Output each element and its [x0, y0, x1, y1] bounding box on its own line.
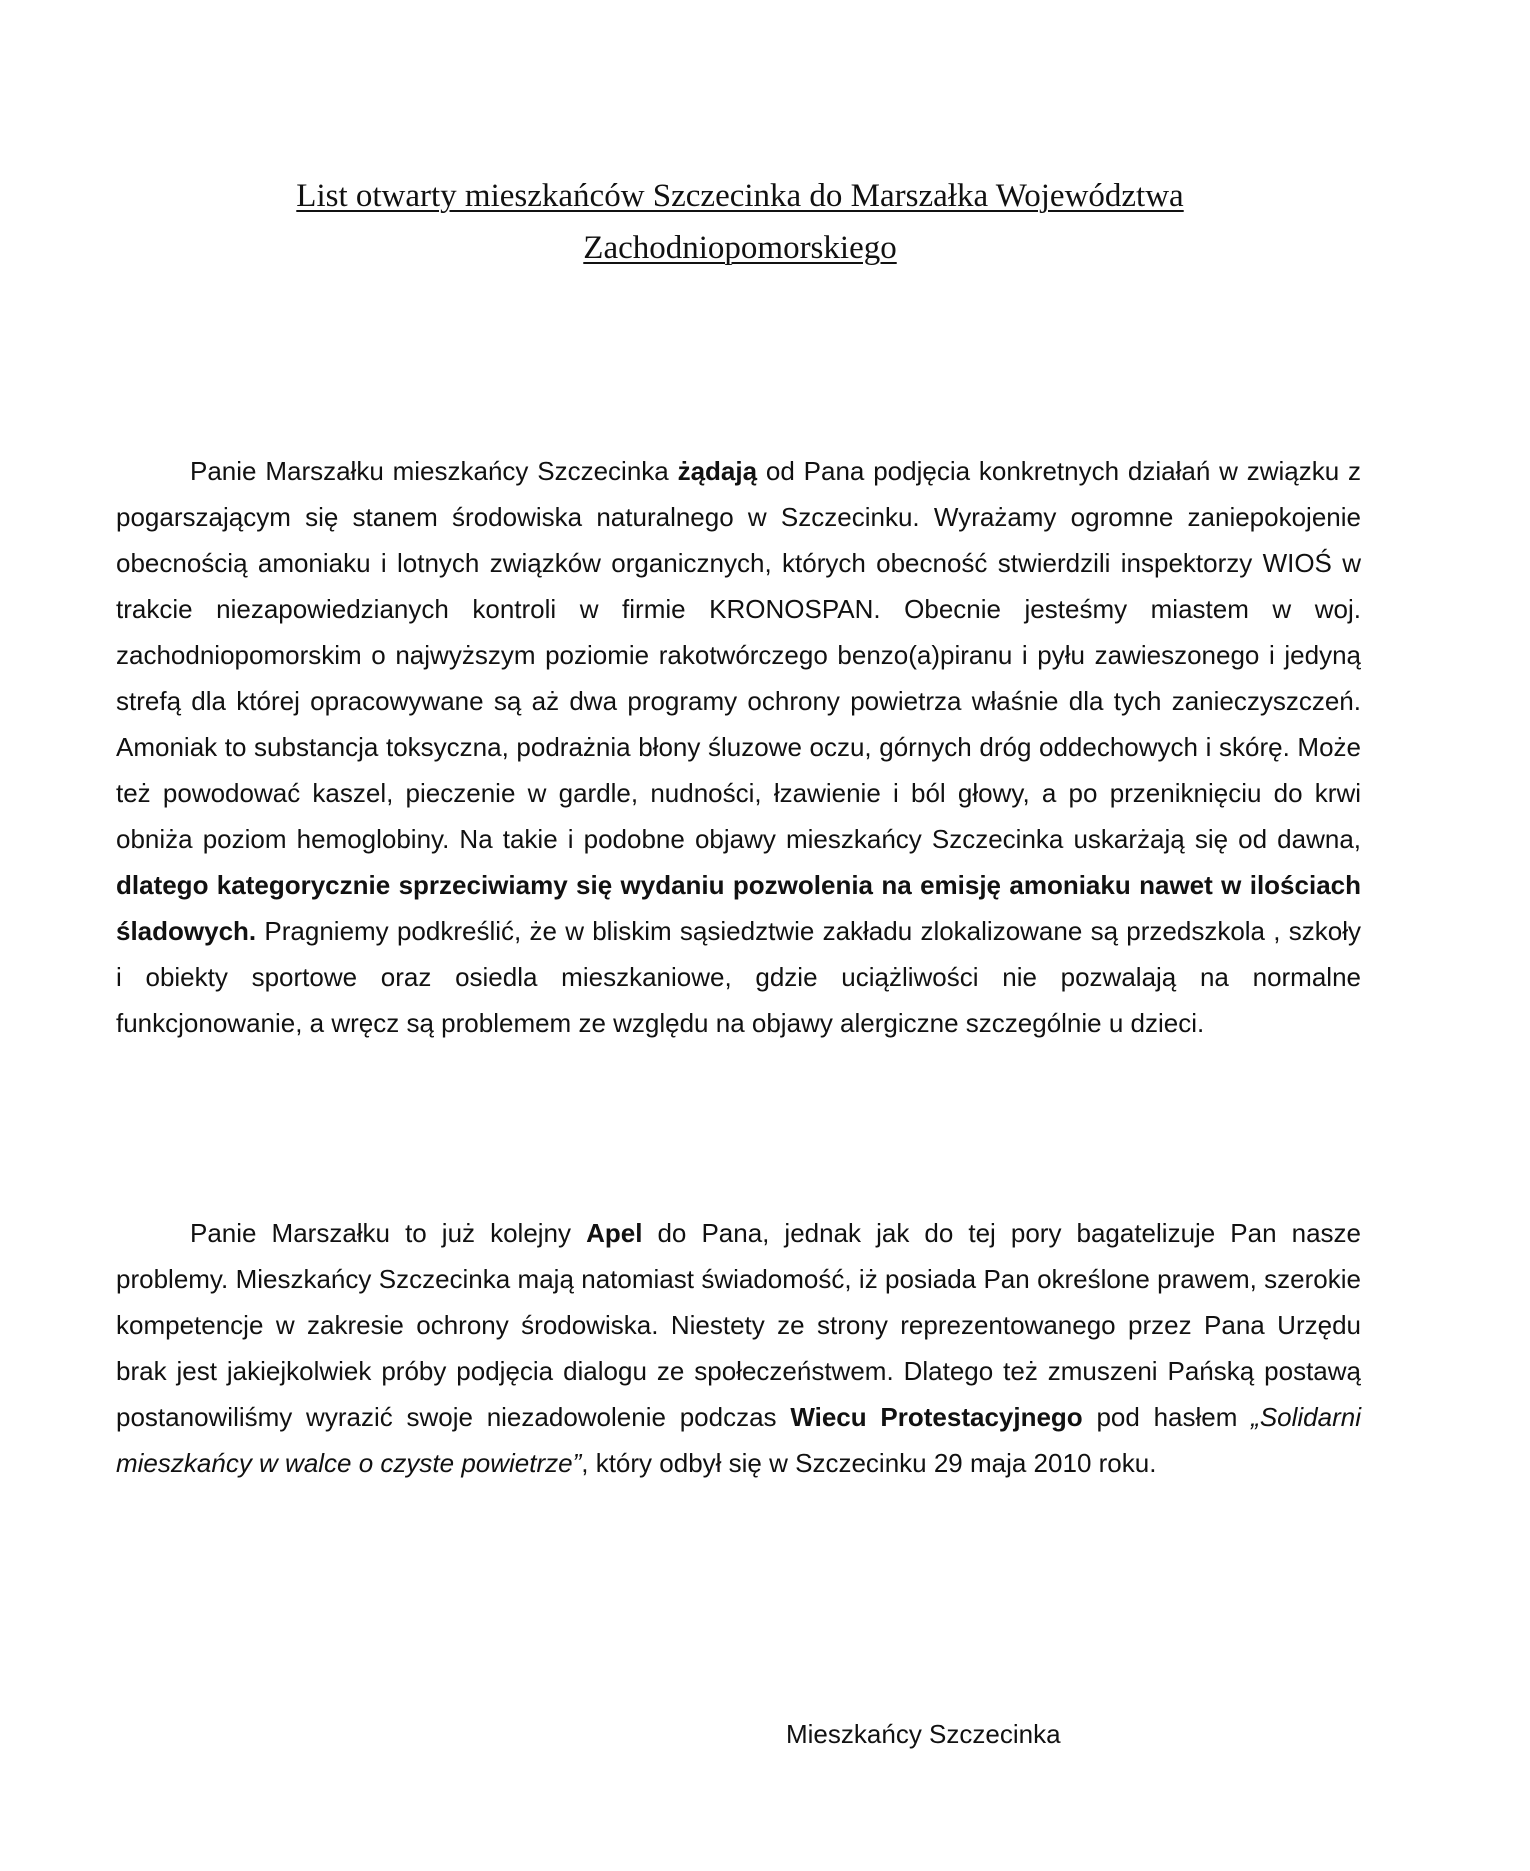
paragraph-2-text-c: pod hasłem	[1082, 1402, 1252, 1432]
paragraph-2-text-b: do Pana, jednak jak do tej pory bagatelizuje Pan nasze problemy. Mieszkańcy Szczecinka mają natomiast świadomość, iż posiada Pan określone prawem, szerokie kompetencje w zakresie ochrony środowiska. Niestety ze strony reprezentowanego przez Pana Urzędu brak jest jakiejkolwiek próby podjęcia dialogu ze społeczeństwem. Dlatego też zmuszeni Pańską postawą postanowiliśmy wyrazić swoje niezadowolenie podczas	[116, 1218, 1361, 1432]
paragraph-1	[116, 448, 1361, 1046]
letter-title	[150, 170, 1330, 274]
paragraph-1-bold-b: dlatego kategorycznie sprzeciwiamy się wydaniu pozwolenia na emisję amoniaku nawet w ilościach śladowych.	[116, 870, 1361, 946]
title-line-2: Zachodniopomorskiego	[583, 230, 897, 266]
paragraph-2-text-a: Panie Marszałku to już kolejny	[190, 1218, 587, 1248]
paragraph-1-text-c: Pragniemy podkreślić, że w bliskim sąsiedztwie zakładu zlokalizowane są przedszkola , szkoły i obiekty sportowe oraz osiedla mieszkaniowe, gdzie uciążliwości nie pozwalają na normalne funkcjonowanie, a wręcz są problemem ze względu na objawy alergiczne szczególnie u dzieci.	[116, 916, 1361, 1038]
paragraph-1-text-a: Panie Marszałku mieszkańcy Szczecinka	[190, 456, 678, 486]
paragraph-2-bold-a: Apel	[586, 1218, 643, 1248]
signature: Mieszkańcy Szczecinka	[786, 1719, 1061, 1749]
paragraph-2-italic-slogan: „Solidarni mieszkańcy w walce o czyste powietrze”	[116, 1402, 1361, 1478]
paragraph-2-text-d: , który odbył się w Szczecinku 29 maja 2010 roku.	[581, 1448, 1157, 1478]
paragraph-1-text-b: od Pana podjęcia konkretnych działań w związku z pogarszającym się stanem środowiska naturalnego w Szczecinku. Wyrażamy ogromne zaniepokojenie obecnością amoniaku i lotnych związków organicznych, których obecność stwierdzili inspektorzy WIOŚ w trakcie niezapowiedzianych kontroli w firmie KRONOSPAN. Obecnie jesteśmy miastem w woj. zachodniopomorskim o najwyższym poziomie rakotwórczego benzo(a)piranu i pyłu zawieszonego i jedyną strefą dla której opracowywane są aż dwa programy ochrony powietrza właśnie dla tych zanieczyszczeń. Amoniak to substancja toksyczna, podrażnia błony śluzowe oczu, górnych dróg oddechowych i skórę. Może też powodować kaszel, pieczenie w gardle, nudności, łzawienie i ból głowy, a po przeniknięciu do krwi obniża poziom hemoglobiny. Na takie i podobne objawy mieszkańcy Szczecinka uskarżają się od dawna,	[116, 456, 1362, 854]
title-line-1: List otwarty mieszkańców Szczecinka do Marszałka Województwa	[296, 178, 1184, 214]
paragraph-2-bold-b: Wiecu Protestacyjnego	[790, 1402, 1083, 1432]
paragraph-2	[116, 1210, 1361, 1486]
paragraph-1-bold-a: żądają	[677, 456, 758, 486]
